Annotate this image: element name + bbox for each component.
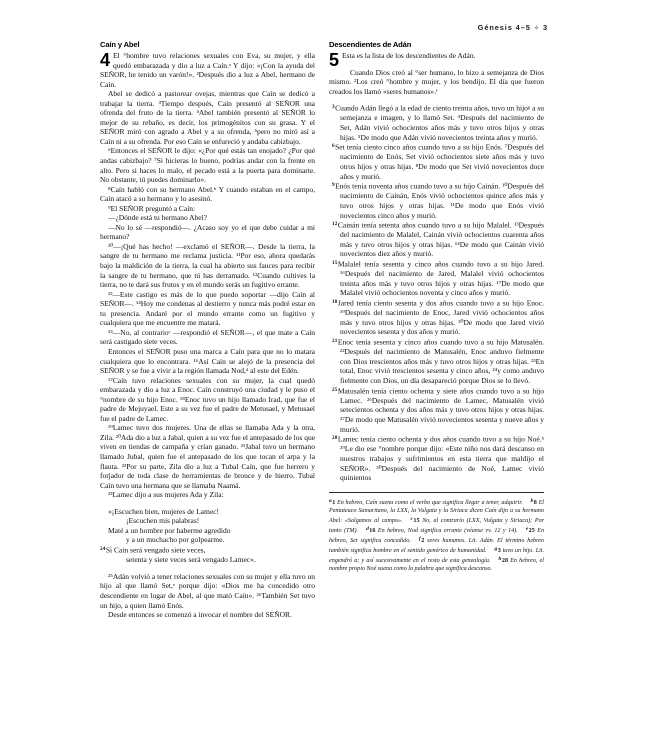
footnote-verse: 8 — [533, 499, 537, 506]
genealogy-text: Lamec tenía ciento ochenta y dos años cuando tuvo a su hijo Noé.ʰ ²⁹Le dio ese °nombre porque dijo: «Este niño nos dará descanso en nuestros trabajos y sufrimientos en esta tierra que maldijo el SEÑOR». ³⁰Después del nacimiento de Noé, Lamec vivió quinientos — [337, 434, 544, 483]
footnote-letter: b — [530, 497, 534, 504]
footnote-verse: 28 — [501, 558, 508, 565]
genealogy-entry — [329, 259, 544, 298]
poetry-line: ¡Escuchen mis palabras! — [126, 516, 200, 526]
chapter-number-5: 5 — [329, 50, 339, 70]
footnote-text: tuvo un hijo. Lit. engendró a; y así sucesivamente en el resto de esta genealogía. — [329, 548, 544, 565]
poetry-line: y a un muchacho por golpearme. — [126, 535, 225, 545]
right-column — [329, 40, 544, 573]
poetry-line-text: Si Caín será vengado siete veces, — [105, 545, 206, 555]
paragraph: Abel se dedicó a pastorear ovejas, mientras que Caín se dedicó a trabajar la tierra. ³Tiempo después, Caín presentó al SEÑOR una ofrenda del fruto de la tierra. ⁴Abel también presentó al SEÑOR lo mejor de su rebaño, es decir, los primogénitos con su grasa. Y el SEÑOR miró con agrado a Abel y a su ofrenda, ⁵pero no miró así a Caín ni a su ofrenda. Por eso Caín se enfureció y andaba cabizbajo. — [100, 89, 315, 146]
poetry-line: «¡Escuchen bien, mujeres de Lamec! — [108, 506, 219, 516]
footnote-text: No, al contrario (LXX, Vulgata y Siriaca); Por tanto (TM). — [329, 517, 544, 534]
footnote-d — [366, 525, 518, 534]
footnote-a — [329, 497, 523, 506]
genealogy-text: Set tenía ciento cinco años cuando tuvo a su hijo Enós. ⁷Después del nacimiento de Enós, Set vivió ochocientos siete años más y tuvo otros hijos y otras hijas. ⁸De modo que Set vivió novecientos doce años y murió. — [335, 142, 544, 181]
dialog-line: —No lo sé —respondió—. ¿Acaso soy yo el que debe cuidar a mi hermano? — [100, 222, 315, 242]
poetry-line-with-verse — [100, 545, 315, 555]
footnotes-block — [329, 492, 544, 574]
paragraph: ¹⁰—¡Qué has hecho! —exclamó el SEÑOR—. Desde la tierra, la sangre de tu hermano me reclama justicia. ¹¹Por eso, ahora quedarás bajo la maldición de la tierra, la cual ha abierto sus fauces para recibir la sangre de tu hermano, que tú has derramado. ¹²Cuando cultives la tierra, no te dará sus frutos y en el mundo serás un fugitivo errante. — [100, 241, 315, 290]
verse-number: 24 — [100, 546, 106, 553]
genealogy-entry — [329, 298, 544, 337]
genealogy-entry — [329, 337, 544, 386]
verse-number: 9 — [332, 182, 335, 189]
footnote-text: En hebreo, el nombre propio Noé suena como la palabra que significa descanso. — [329, 558, 544, 573]
poetry-block-song-of-lamec — [100, 507, 315, 565]
footnote-letter: h — [498, 556, 502, 563]
footnote-letter: f — [418, 536, 421, 543]
footnote-text: En hebreo, Caín suena como el verbo que significa llegar a tener, adquirir. — [337, 499, 523, 506]
spacer — [329, 61, 544, 68]
footnote-text: El Pentateuco Samaritano, la LXX, la Vulgata y la Siriaca dicen Caín dijo a su hermano Abel: «Salgamos al campo». — [329, 499, 544, 524]
running-head — [100, 22, 550, 34]
two-column-layout — [100, 40, 550, 620]
footnote-text: En hebreo, Nod significa errante (véanse vv. 12 y 14). — [377, 527, 518, 534]
chapter-opening-paragraph — [329, 50, 544, 70]
chapter-opening-paragraph — [100, 51, 315, 89]
footnote-verse: 1 — [332, 499, 336, 506]
genealogy-text: Malalel tenía sesenta y cinco años cuando tuvo a su hijo Jared. ¹⁶Después del nacimiento de Jared, Malalel vivió ochocientos treinta años más y tuvo otros hijos y otras hijas. ¹⁷De modo que Malalel vivió ochocientos noventa y cinco años y murió. — [337, 259, 544, 298]
verse-number: 18 — [332, 299, 338, 306]
genealogy-text: Enoc tenía sesenta y cinco años cuando tuvo a su hijo Matusalén. ²²Después del nacimiento de Matusalén, Enoc anduvo fielmente con Dios trescientos años más y tuvo otros hijos y otras hijas. ²³En total, Enoc vivió trescientos sesenta y cinco años, ²⁴y como anduvo fielmente con Dios, un día desapareció porque Dios se lo llevó. — [337, 337, 544, 385]
footnote-text: En hebreo, Set significa concedido. — [329, 527, 544, 545]
footnote-verse: 2 — [421, 538, 425, 545]
genealogy-entry — [329, 103, 544, 142]
paragraph: Desde entonces se comenzó a invocar el nombre del SEÑOR. — [108, 610, 292, 620]
verse-number: 28 — [332, 435, 338, 442]
verse-number: 12 — [332, 221, 338, 228]
footnote-verse: 16 — [369, 527, 376, 534]
footnote-letter: g — [494, 546, 498, 553]
verse-number: 15 — [332, 260, 338, 267]
paragraph: ¹⁷Caín tuvo relaciones sexuales con su mujer, la cual quedó embarazada y dio a luz a Enoc. Caín construyó una ciudad y le puso el °nombre de su hijo Enoc. ¹⁸Enoc tuvo un hijo llamado Irad, que fue el padre de Mejuyael. Este a su vez fue el padre de Metusael, y Metusael fue el padre de Lamec. — [100, 375, 315, 423]
genealogy-list — [329, 103, 544, 483]
genealogy-text: Jared tenía ciento sesenta y dos años cuando tuvo a su hijo Enoc. ¹⁹Después del nacimiento de Enoc, Jared vivió ochocientos años más y tuvo otros hijos y otras hijas. ²⁰De modo que Jared vivió novecientos sesenta y dos años y murió. — [337, 298, 544, 337]
genealogy-entry — [329, 181, 544, 220]
footnote-letter: e — [525, 525, 529, 532]
verse-number: 3 — [332, 104, 335, 111]
genealogy-text: Cainán tenía setenta años cuando tuvo a su hijo Malalel. ¹³Después del nacimiento de Malalel, Cainán vivió ochocientos cuarenta años más y tuvo otros hijos y otras hijas. ¹⁴De modo que Cainán vivió novecientos diez años y murió. — [337, 220, 544, 259]
paragraph: ⁸Caín habló con su hermano Abel.ᵇ Y cuando estaban en el campo, Caín atacó a su hermano y lo asesinó. — [100, 184, 315, 204]
chapter-number-4: 4 — [100, 50, 110, 70]
section-heading-cain-y-abel: Caín y Abel — [100, 40, 140, 49]
paragraph: ⁹El SEÑOR preguntó a Caín: — [108, 203, 196, 213]
genealogy-entry — [329, 434, 544, 483]
dialog-line: —¿Dónde está tu hermano Abel? — [108, 213, 207, 223]
paragraph: ⁶Entonces el SEÑOR le dijo: «¿Por qué estás tan enojado? ¿Por qué andas cabizbajo? ⁷Si hicieras lo bueno, podrías andar con la frente en alto. Pero si haces lo malo, el pecado está a la puerta para dominarte. No obstante, tú puedes dominarlo». — [100, 146, 315, 185]
verse-number: 6 — [332, 143, 335, 150]
paragraph: ¹⁵—No, al contrarioᶜ —respondió el SEÑOR—, el que mate a Caín será castigado siete veces. — [100, 327, 315, 347]
footnote-verse: 15 — [413, 517, 420, 524]
running-head-separator-icon: ✧ — [533, 24, 540, 32]
genealogy-entry — [329, 142, 544, 181]
verse-text: Esta es la lista de los descendientes de Adán. — [342, 51, 476, 60]
verse-text: El °hombre tuvo relaciones sexuales con Eva, su mujer, y ella quedó embarazada y dio a luz a Caín.ᵃ Y dijo: «¡Con la ayuda del SEÑOR, he tenido un varón!». ²Después dio a luz a Abel, hermano de Caín. — [100, 51, 315, 89]
page-number: 3 — [542, 23, 548, 32]
poetry-line: Maté a un hombre por haberme agredido — [108, 525, 231, 535]
verse-number: 21 — [332, 338, 338, 344]
paragraph: ²³Lamec dijo a sus mujeres Ada y Zila: — [108, 490, 224, 500]
footnote-verse: 25 — [528, 527, 535, 534]
section-heading-descendientes-de-adan: Descendientes de Adán — [329, 40, 412, 49]
footnote-verse: 3 — [497, 548, 501, 555]
footnote-text: seres humanos. Lit. Adán. El término hebreo también significa hombre en el sentido genérico de humanidad. — [329, 538, 544, 555]
genealogy-text: Cuando Adán llegó a la edad de ciento treinta años, tuvo un hijoᵍ a su semejanza e imagen, y lo llamó Set. ⁴Después del nacimiento de Set, Adán vivió ochocientos años más y tuvo otros hijos y otras hijas. ⁵De modo que Adán vivió novecientos treinta años y murió. — [335, 103, 544, 142]
paragraph: Entonces el SEÑOR puso una marca a Caín para que no lo matara cualquiera que lo encontrara. ¹⁶Así Caín se alejó de la presencia del SEÑOR y se fue a vivir a la región llamada Nod,ᵈ al este del Edén. — [100, 346, 315, 376]
paragraph: ¹⁹Lamec tuvo dos mujeres. Una de ellas se llamaba Ada y la otra, Zila. ²⁰Ada dio a luz a Jabal, quien a su vez fue el antepasado de los que viven en tiendas de campaña y crían ganado. ²¹Jabal tuvo un hermano llamado Jubal, quien fue el antepasado de los que tocan el arpa y la flauta. ²²Por su parte, Zila dio a luz a Tubal Caín, que fue herrero y forjador de toda clase de herramientas de bronce y de hierro. Tubal Caín tuvo una hermana que se llamaba Naamá. — [100, 423, 315, 490]
verse-number: 25 — [332, 386, 338, 393]
intro-paragraph: Cuando Dios creó al °ser humano, lo hizo a semejanza de Dios mismo. ²Los creó °hombre y mujer, y los bendijo. El día que fueron creados los llamó «seres humanos».ᶠ — [329, 67, 544, 96]
footnote-letter: d — [366, 525, 369, 532]
genealogy-text: Enós tenía noventa años cuando tuvo a su hijo Cainán. ¹⁰Después del nacimiento de Cainán, Enós vivió ochocientos quince años más y tuvo otros hijos y otras hijas. ¹¹De modo que Enós vivió novecientos cinco años y murió. — [335, 181, 544, 220]
left-column — [100, 40, 315, 620]
genealogy-entry — [329, 220, 544, 259]
paragraph: ¹³—Este castigo es más de lo que puedo soportar —dijo Caín al SEÑOR—. ¹⁴Hoy me condenas al destierro y nunca más podré estar en tu presencia. Andaré por el mundo errante como un fugitivo y cualquiera que me encuentre me matará. — [100, 289, 315, 328]
footnote-letter: c — [410, 515, 413, 522]
paragraph: ²⁵Adán volvió a tener relaciones sexuales con su mujer y ella tuvo un hijo al que llamó Set,ᵉ porque dijo: «Dios me ha concedido otro descendiente en lugar de Abel, al que mató Caín». ²⁶También Set tuvo un hijo, a quien llamó Enós. — [100, 571, 315, 610]
poetry-line: setenta y siete veces será vengado Lamec». — [126, 555, 256, 565]
genealogy-text: Matusalén tenía ciento ochenta y siete años cuando tuvo a su hijo Lamec. ²⁶Después del nacimiento de Lamec, Matusalén vivió setecientos ochenta y dos años más y tuvo otros hijos y otras hijas. ²⁷De modo que Matusalén vivió novecientos sesenta y nueve años y murió. — [337, 386, 544, 434]
running-head-reference: Génesis 4–5 — [477, 23, 531, 32]
footnote-letter: a — [329, 497, 332, 504]
genealogy-entry — [329, 386, 544, 435]
